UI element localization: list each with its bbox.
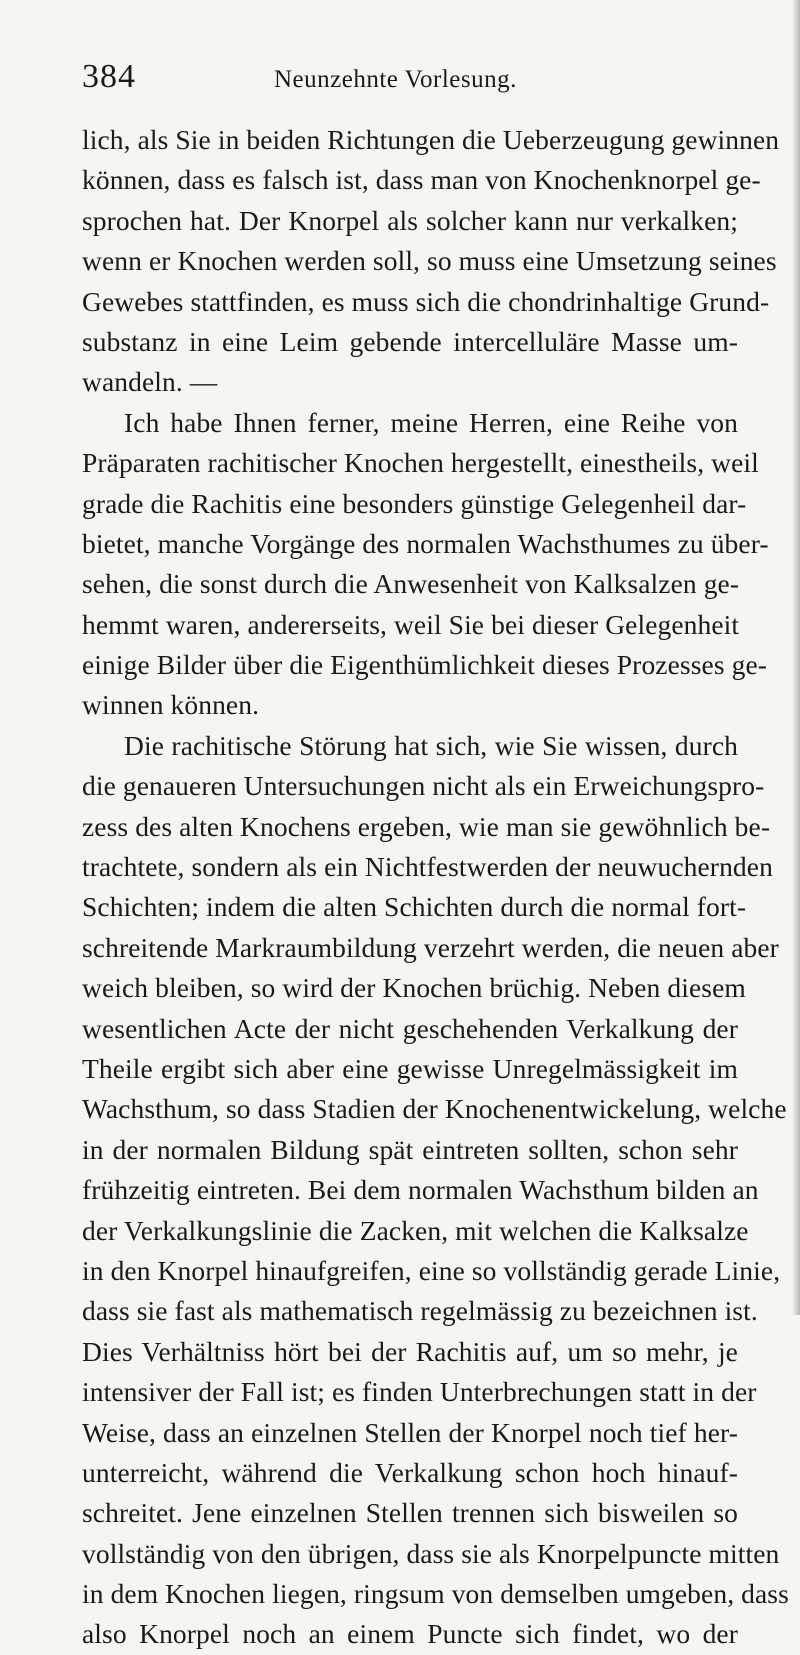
text-line: Schichten; indem die alten Schichten durch die normal fort-	[82, 891, 747, 923]
text-line: Ich habe Ihnen ferner, meine Herren, eine Reihe von	[124, 406, 738, 438]
text-line: intensiver der Fall ist; es finden Unterbrechungen statt in der	[82, 1376, 757, 1408]
text-line: also Knorpel noch an einem Puncte sich findet, wo der	[82, 1618, 738, 1650]
text-line: die genaueren Untersuchungen nicht als ein Erweichungspro-	[82, 770, 765, 802]
page-body-text	[82, 120, 789, 1655]
text-line: vollständig von den übrigen, dass sie als Knorpelpuncte mitten	[82, 1537, 780, 1569]
text-line: Die rachitische Störung hat sich, wie Sie wissen, durch	[124, 729, 738, 761]
text-line: substanz in eine Leim gebende intercelluläre Masse um-	[82, 325, 738, 357]
text-line: Gewebes stattfinden, es muss sich die chondrinhaltige Grund-	[82, 285, 770, 317]
text-line: Weise, dass an einzelnen Stellen der Knorpel noch tief her-	[82, 1416, 738, 1448]
text-line: schreitende Markraumbildung verzehrt werden, die neuen aber	[82, 931, 779, 963]
text-line: in dem Knochen liegen, ringsum von demselben umgeben, dass	[82, 1578, 789, 1610]
text-line: unterreicht, während die Verkalkung schon hoch hinauf-	[82, 1456, 738, 1488]
text-line: Wachsthum, so dass Stadien der Knochenentwickelung, welche	[82, 1093, 787, 1125]
text-line: trachtete, sondern als ein Nichtfestwerden der neuwuchernden	[82, 851, 773, 883]
text-line: bietet, manche Vorgänge des normalen Wachsthumes zu über-	[82, 527, 769, 559]
text-line: in der normalen Bildung spät eintreten sollten, schon sehr	[82, 1133, 738, 1165]
text-line: dass sie fast als mathematisch regelmässig zu bezeichnen ist.	[82, 1295, 758, 1327]
text-line: hemmt waren, andererseits, weil Sie bei dieser Gelegenheit	[82, 608, 740, 640]
running-head: Neunzehnte Vorlesung.	[274, 66, 517, 93]
text-line: schreitet. Jene einzelnen Stellen trennen sich bisweilen so	[82, 1497, 738, 1529]
text-line: winnen können.	[82, 689, 260, 721]
text-line: Präparaten rachitischer Knochen hergestellt, einestheils, weil	[82, 447, 759, 479]
text-line: einige Bilder über die Eigenthümlichkeit dieses Prozesses ge-	[82, 649, 768, 681]
text-line: Theile ergibt sich aber eine gewisse Unregelmässigkeit im	[82, 1052, 738, 1084]
text-line: sprochen hat. Der Knorpel als solcher kann nur verkalken;	[82, 204, 738, 236]
text-line: können, dass es falsch ist, dass man von Knochenknorpel ge-	[82, 164, 761, 196]
page-number: 384	[82, 58, 136, 95]
text-line: zess des alten Knochens ergeben, wie man sie gewöhnlich be-	[82, 810, 771, 842]
text-line: wandeln. —	[82, 366, 218, 398]
text-line: frühzeitig eintreten. Bei dem normalen Wachsthum bilden an	[82, 1174, 759, 1206]
text-line: weich bleiben, so wird der Knochen brüchig. Neben diesem	[82, 972, 746, 1004]
text-line: wesentlichen Acte der nicht geschehenden Verkalkung der	[82, 1012, 738, 1044]
text-line: der Verkalkungslinie die Zacken, mit welchen die Kalksalze	[82, 1214, 749, 1246]
page-edge-shadow	[792, 0, 800, 1315]
text-line: grade die Rachitis eine besonders günstige Gelegenheil dar-	[82, 487, 747, 519]
page-header	[82, 58, 740, 98]
text-line: lich, als Sie in beiden Richtungen die Ueberzeugung gewinnen	[82, 124, 780, 155]
text-line: Dies Verhältniss hört bei der Rachitis auf, um so mehr, je	[82, 1335, 738, 1367]
text-line: in den Knorpel hinaufgreifen, eine so vollständig gerade Linie,	[82, 1254, 781, 1286]
text-line: sehen, die sonst durch die Anwesenheit von Kalksalzen ge-	[82, 568, 740, 600]
text-line: wenn er Knochen werden soll, so muss eine Umsetzung seines	[82, 245, 777, 277]
